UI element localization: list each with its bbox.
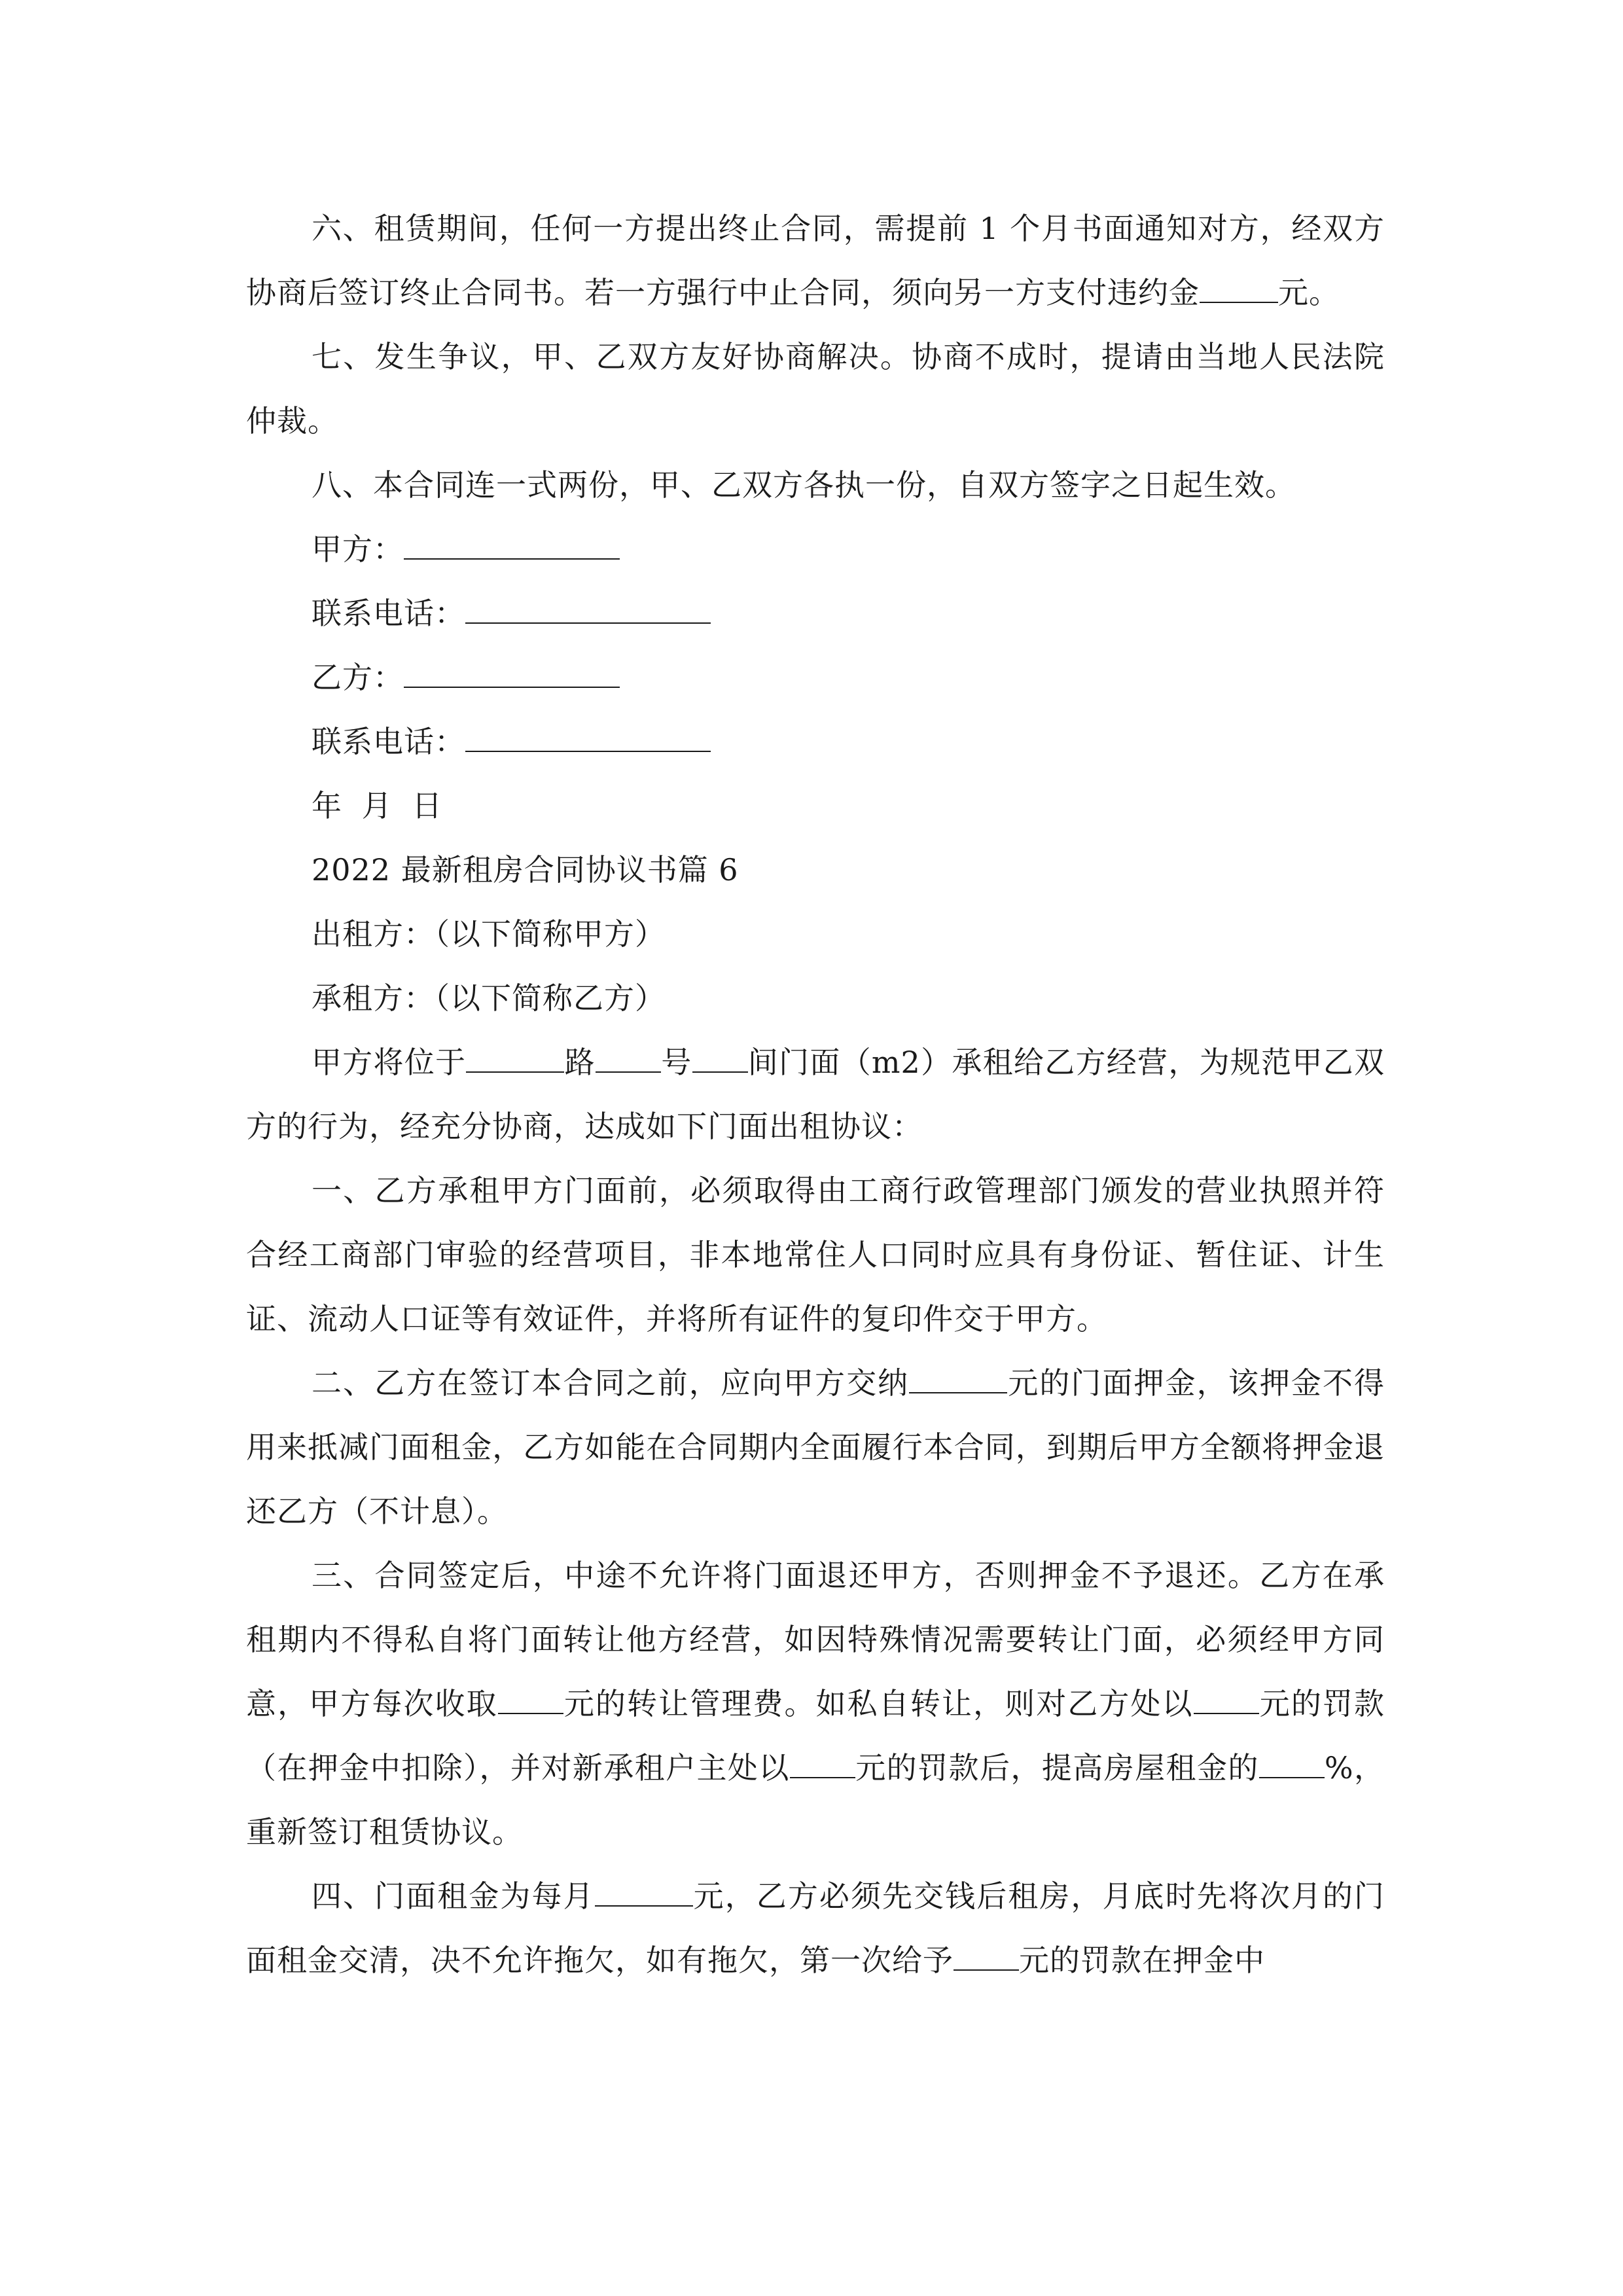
party-a-line xyxy=(246,517,1385,581)
party-a-label: 甲方： xyxy=(312,531,404,567)
deposit-blank xyxy=(909,1366,1007,1393)
clause-8: 八、本合同连一式两份，甲、乙双方各执一份，自双方签字之日起生效。 xyxy=(312,467,1296,503)
transfer-fee-blank xyxy=(498,1687,563,1714)
item-3-text-3: 元的罚款（在押金中扣除），并对新承租户主处以 xyxy=(246,1686,1385,1785)
intro-text-2: 路 xyxy=(564,1045,596,1080)
monthly-rent-blank xyxy=(595,1879,693,1907)
lessor-line: 出租方：（以下简称甲方） xyxy=(312,916,666,952)
clause-6-text: 六、租赁期间，任何一方提出终止合同，需提前 1 个月书面通知对方，经双方协商后签订终止合同书。若一方强行中止合同，须向另一方支付违约金 xyxy=(246,211,1385,310)
clause-6 xyxy=(246,196,1385,325)
intro-text-3: 号 xyxy=(660,1045,692,1080)
item-1: 一、乙方承租甲方门面前，必须取得由工商行政管理部门颁发的营业执照并符合经工商部门审验的经营项目，非本地常住人口同时应具有身份证、暂住证、计生证、流动人口证等有效证件，并将所有证件的复印件交于甲方。 xyxy=(246,1173,1385,1336)
phone-b-label: 联系电话： xyxy=(312,724,465,759)
phone-b-line xyxy=(246,709,1385,774)
intro-paragraph xyxy=(246,1030,1385,1158)
item-3-text-5: %，重新签订租赁协议。 xyxy=(246,1750,1385,1850)
item-4-text-3: 元的罚款在押金中 xyxy=(1019,1943,1265,1978)
intro-text-4: 间门面（m2）承租给乙方经营，为规范甲乙双方的行为，经充分协商，达成如下门面出租协议： xyxy=(246,1045,1385,1144)
late-fine-blank xyxy=(954,1943,1019,1971)
intro-text-1: 甲方将位于 xyxy=(312,1045,467,1080)
item-2 xyxy=(246,1351,1385,1543)
section-title: 2022 最新租房合同协议书篇 6 xyxy=(312,852,739,888)
phone-a-blank xyxy=(465,596,711,624)
item-4-text-2: 元，乙方必须先交钱后租房，月底时先将次月的门面租金交清，决不允许拖欠，如有拖欠，第一次给予 xyxy=(246,1878,1385,1978)
phone-a-line xyxy=(246,581,1385,645)
party-b-label: 乙方： xyxy=(312,660,404,695)
new-tenant-fine-blank xyxy=(790,1751,855,1778)
date-line: 年 月 日 xyxy=(312,788,443,823)
number-blank xyxy=(596,1045,661,1073)
rent-increase-blank xyxy=(1259,1751,1325,1778)
party-b-line xyxy=(246,645,1385,709)
phone-a-label: 联系电话： xyxy=(312,596,465,631)
item-3 xyxy=(246,1543,1385,1864)
item-3-text-2: 元的转让管理费。如私自转让，则对乙方处以 xyxy=(563,1686,1194,1721)
party-b-blank xyxy=(404,660,620,688)
document-body xyxy=(246,196,1385,1992)
item-4 xyxy=(246,1864,1385,1992)
item-2-text-1: 二、乙方在签订本合同之前，应向甲方交纳 xyxy=(312,1365,910,1401)
item-3-text-4: 元的罚款后，提高房屋租金的 xyxy=(855,1750,1259,1785)
party-a-blank xyxy=(404,532,620,560)
clause-6-text-end: 元。 xyxy=(1278,275,1340,310)
item-4-text-1: 四、门面租金为每月 xyxy=(312,1878,595,1914)
fine-blank xyxy=(1194,1687,1259,1714)
penalty-amount-blank xyxy=(1200,276,1278,303)
phone-b-blank xyxy=(465,725,711,752)
road-blank xyxy=(466,1045,564,1073)
item-2-text-2: 元的门面押金，该押金不得用来抵减门面租金，乙方如能在合同期内全面履行本合同，到期后甲方全额将押金退还乙方（不计息）。 xyxy=(246,1365,1385,1529)
item-3-text-1: 三、合同签定后，中途不允许将门面退还甲方，否则押金不予退还。乙方在承租期内不得私自将门面转让他方经营，如因特殊情况需要转让门面，必须经甲方同意，甲方每次收取 xyxy=(246,1558,1385,1721)
lessee-line: 承租方：（以下简称乙方） xyxy=(312,980,666,1016)
room-blank xyxy=(692,1045,748,1073)
clause-7: 七、发生争议，甲、乙双方友好协商解决。协商不成时，提请由当地人民法院仲裁。 xyxy=(246,339,1385,439)
